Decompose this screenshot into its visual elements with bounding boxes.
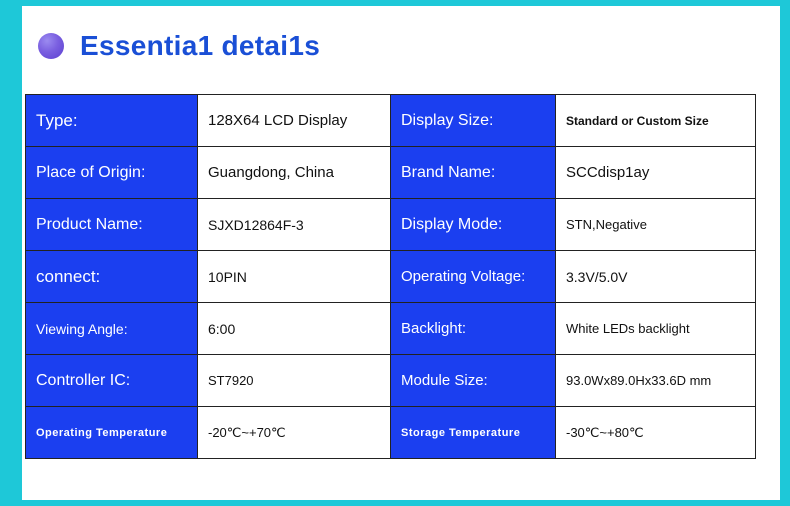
spec-label: Module Size: xyxy=(391,355,556,407)
frame-border-bottom xyxy=(0,500,790,506)
spec-label: Brand Name: xyxy=(391,147,556,199)
content-area xyxy=(22,6,780,500)
frame-border-left xyxy=(0,0,22,506)
table-row xyxy=(26,147,756,199)
spec-value: SCCdisp1ay xyxy=(556,147,756,199)
table-row xyxy=(26,355,756,407)
table-row xyxy=(26,303,756,355)
spec-label: Controller IC: xyxy=(26,355,198,407)
spec-value: ST7920 xyxy=(198,355,391,407)
spec-value: STN,Negative xyxy=(556,199,756,251)
spec-label: Display Size: xyxy=(391,95,556,147)
specification-table xyxy=(25,94,756,459)
spec-label: Backlight: xyxy=(391,303,556,355)
spec-label: Place of Origin: xyxy=(26,147,198,199)
spec-value: 3.3V/5.0V xyxy=(556,251,756,303)
spec-value: 93.0Wx89.0Hx33.6D mm xyxy=(556,355,756,407)
table-row xyxy=(26,95,756,147)
spec-value: White LEDs backlight xyxy=(556,303,756,355)
spec-value: Standard or Custom Size xyxy=(556,95,756,147)
table-row xyxy=(26,407,756,459)
table-row xyxy=(26,199,756,251)
spec-value: 10PIN xyxy=(198,251,391,303)
frame-border-right xyxy=(780,0,790,506)
spec-label: connect: xyxy=(26,251,198,303)
purple-sphere-icon xyxy=(38,33,64,59)
spec-label: Operating Temperature xyxy=(26,407,198,459)
spec-value: 128X64 LCD Display xyxy=(198,95,391,147)
spec-label: Storage Temperature xyxy=(391,407,556,459)
spec-label: Type: xyxy=(26,95,198,147)
spec-value: SJXD12864F-3 xyxy=(198,199,391,251)
page-header xyxy=(22,16,320,76)
spec-value: -20℃~+70℃ xyxy=(198,407,391,459)
spec-label: Display Mode: xyxy=(391,199,556,251)
spec-value: Guangdong, China xyxy=(198,147,391,199)
table-row xyxy=(26,251,756,303)
spec-value: -30℃~+80℃ xyxy=(556,407,756,459)
page-title: Essentia1 detai1s xyxy=(80,30,321,61)
spec-label: Product Name: xyxy=(26,199,198,251)
spec-value: 6:00 xyxy=(198,303,391,355)
spec-label: Viewing Angle: xyxy=(26,303,198,355)
spec-label: Operating Voltage: xyxy=(391,251,556,303)
